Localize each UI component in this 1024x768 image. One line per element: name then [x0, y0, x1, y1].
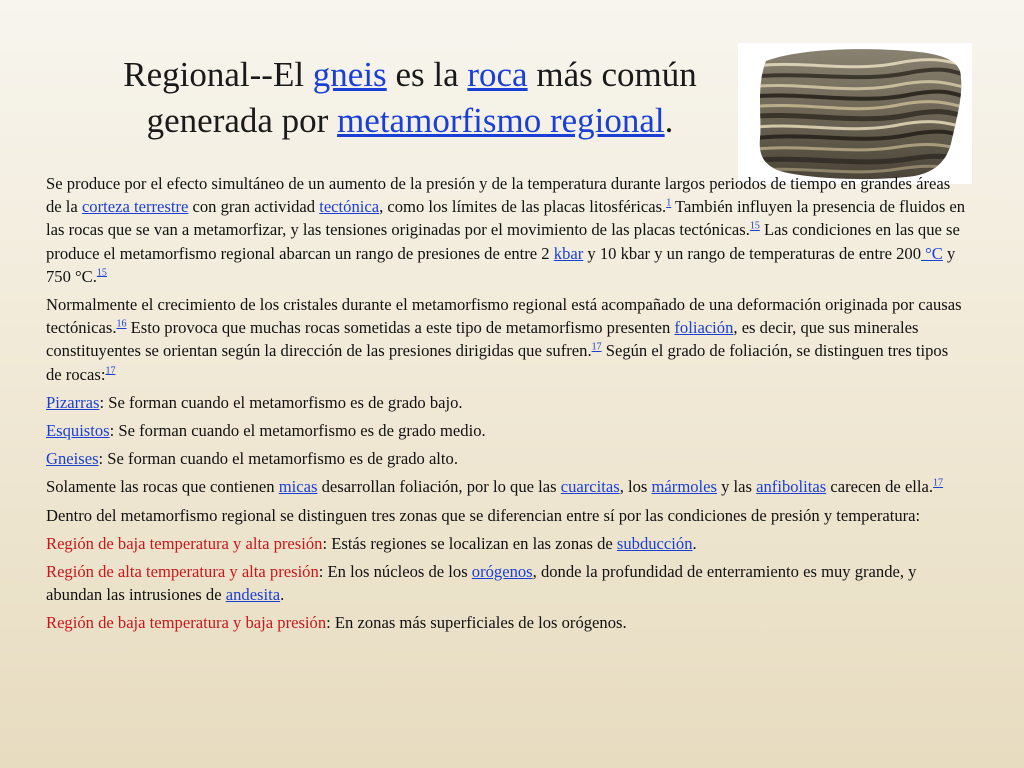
- paragraph-text: y 10 kbar y un rango de temperaturas de entre 200: [583, 243, 922, 263]
- title-text: más común generada por: [146, 55, 697, 140]
- paragraph-zones-intro: Dentro del metamorfismo regional se distinguen tres zonas que se diferencian entre sí por las condiciones de presión y temperatura:: [46, 505, 921, 525]
- link-cuarcitas[interactable]: cuarcitas: [560, 477, 620, 497]
- link-andesita[interactable]: andesita: [225, 585, 281, 605]
- list-item-esquistos: [46, 419, 966, 442]
- paragraph-text: , es decir, que sus minerales constituyentes se orientan según la dirección de las presiones dirigidas que sufren.: [46, 318, 919, 361]
- reference-link[interactable]: 1: [666, 197, 672, 209]
- list-item-pizarras: [46, 391, 966, 414]
- link-gneises[interactable]: Gneises: [46, 449, 99, 469]
- slide-title: [60, 52, 760, 144]
- reference-link[interactable]: 15: [749, 220, 760, 232]
- zone-low-temp-high-pressure: [46, 532, 966, 555]
- link-foliacion[interactable]: foliación: [674, 318, 734, 338]
- paragraph-text: Se produce por el efecto simultáneo de un aumento de la presión y de la temperatura durante largos periodos de tiempo en grandes áreas de la: [46, 174, 951, 217]
- link-marmoles[interactable]: mármoles: [651, 477, 717, 497]
- zone-text: : En zonas más superficiales de los orógenos.: [326, 613, 627, 633]
- zone-label: Región de alta temperatura y alta presión: [46, 562, 319, 582]
- paragraph-text: Según el grado de foliación, se distinguen tres tipos de rocas:: [46, 341, 949, 384]
- zone-text: , donde la profundidad de enterramiento es muy grande, y abundan las intrusiones de: [46, 562, 917, 605]
- link-tectonica[interactable]: tectónica: [319, 197, 380, 217]
- paragraph-text: y 750 °C.: [46, 243, 956, 286]
- list-item-gneises: [46, 447, 966, 470]
- gneiss-rock-image: [738, 43, 972, 184]
- list-item-text: : Se forman cuando el metamorfismo es de grado bajo.: [99, 392, 463, 412]
- zone-text: : En los núcleos de los: [318, 562, 472, 582]
- paragraph-text: carecen de ella.: [826, 477, 934, 497]
- reference-link[interactable]: 17: [105, 365, 116, 377]
- link-esquistos[interactable]: Esquistos: [46, 421, 110, 441]
- link-anfibolitas[interactable]: anfibolitas: [756, 477, 827, 497]
- paragraph-text: y las: [716, 477, 757, 497]
- zone-low-temp-low-pressure: [46, 611, 966, 634]
- reference-link[interactable]: 15: [96, 267, 107, 279]
- paragraph-text: , los: [619, 477, 652, 497]
- link-roca[interactable]: roca: [467, 55, 528, 94]
- paragraph-text: , como los límites de las placas litosféricas.: [379, 197, 667, 217]
- zone-text: .: [280, 585, 285, 605]
- paragraph-text: También influyen la presencia de fluidos en las rocas que se van a metamorfizar, y las tensiones originadas por el movimiento de las placas tectónicas.: [46, 197, 966, 240]
- reference-link[interactable]: 17: [933, 477, 944, 489]
- paragraph-micas: [46, 475, 966, 498]
- paragraph-foliation: [46, 293, 966, 386]
- paragraph-conditions: [46, 172, 966, 288]
- title-text: es la: [386, 55, 468, 94]
- paragraph-text: Normalmente el crecimiento de los cristales durante el metamorfismo regional está acompañado de una deformación originada por causas tectónicas.: [46, 295, 962, 338]
- list-item-text: : Se forman cuando el metamorfismo es de grado medio.: [109, 421, 486, 441]
- zone-text: : Estás regiones se localizan en las zonas de: [322, 533, 617, 553]
- link-subduccion[interactable]: subducción: [616, 533, 693, 553]
- link-pizarras[interactable]: Pizarras: [46, 392, 100, 412]
- link-orogenos[interactable]: orógenos: [471, 562, 533, 582]
- paragraph-text: desarrollan foliación, por lo que las: [317, 477, 561, 497]
- paragraph-text: con gran actividad: [188, 197, 320, 217]
- link-celsius[interactable]: °C: [921, 243, 943, 263]
- zone-text: .: [692, 533, 697, 553]
- zone-high-temp-high-pressure: [46, 560, 966, 606]
- paragraph-text: Solamente las rocas que contienen: [46, 477, 279, 497]
- link-corteza-terrestre[interactable]: corteza terrestre: [81, 197, 189, 217]
- list-item-text: : Se forman cuando el metamorfismo es de grado alto.: [98, 449, 458, 469]
- link-kbar[interactable]: kbar: [553, 243, 584, 263]
- gneiss-rock-photo: [738, 43, 972, 184]
- title-text: Regional--El: [123, 55, 313, 94]
- zone-label: Región de baja temperatura y baja presión: [46, 613, 327, 633]
- paragraph-text: Las condiciones en las que se produce el metamorfismo regional abarcan un rango de presiones de entre 2: [46, 220, 960, 263]
- link-metamorfismo-regional[interactable]: metamorfismo regional: [337, 101, 665, 140]
- zone-label: Región de baja temperatura y alta presión: [46, 533, 323, 553]
- reference-link[interactable]: 16: [116, 318, 127, 330]
- link-micas[interactable]: micas: [278, 477, 318, 497]
- link-gneis[interactable]: gneis: [312, 55, 387, 94]
- title-text: .: [664, 101, 674, 140]
- paragraph-text: Esto provoca que muchas rocas sometidas a este tipo de metamorfismo presenten: [126, 318, 675, 338]
- reference-link[interactable]: 17: [591, 341, 602, 353]
- slide-body: [46, 172, 966, 640]
